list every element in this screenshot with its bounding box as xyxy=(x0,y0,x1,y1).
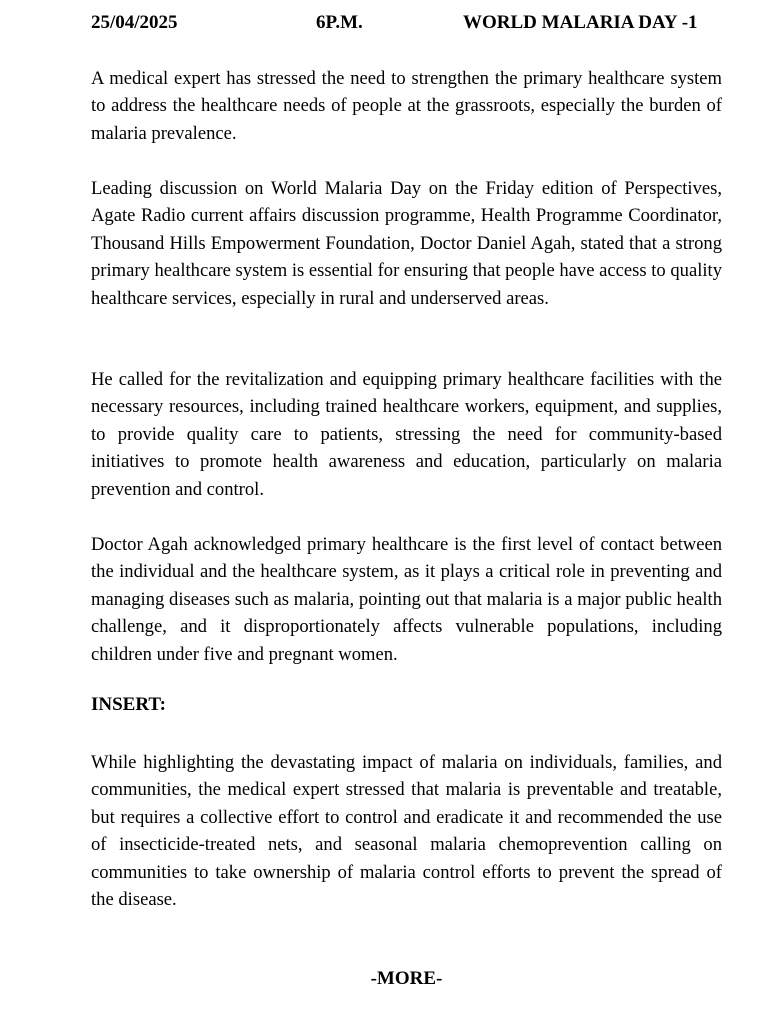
paragraph-4: Doctor Agah acknowledged primary healthcare is the first level of contact between the individual and the healthcare system, as it plays a critical role in preventing and managing diseases such as malaria, pointing out that malaria is a major public health challenge, and it disproportionately affects vulnerable populations, including children under five and pregnant women. xyxy=(91,534,722,665)
paragraph-5: While highlighting the devastating impact of malaria on individuals, families, and communities, the medical expert stressed that malaria is preventable and treatable, but requires a collective effort to control and eradicate it and recommended the use of insecticide-treated nets, and seasonal malaria chemoprevention calling on communities to take ownership of malaria control efforts to prevent the spread of the disease. xyxy=(91,752,722,911)
header-time: 6P.M. xyxy=(316,12,363,33)
insert-label: INSERT: xyxy=(91,694,166,715)
document-header xyxy=(91,0,722,40)
more-marker: -MORE- xyxy=(370,968,443,989)
document-page xyxy=(91,0,722,989)
paragraph-2: Leading discussion on World Malaria Day on the Friday edition of Perspectives, Agate Radio current affairs discussion programme, Health Programme Coordinator, Thousand Hills Empowerment Foundation, Doctor Daniel Agah, stated that a strong primary healthcare system is essential for ensuring that people have access to quality healthcare services, especially in rural and underserved areas. xyxy=(91,178,722,309)
header-slug: WORLD MALARIA DAY -1 xyxy=(463,12,698,33)
paragraph-3: He called for the revitalization and equipping primary healthcare facilities with the necessary resources, including trained healthcare workers, equipment, and supplies, to provide quality care to patients, stressing the need for community-based initiatives to promote health awareness and education, particularly on malaria prevention and control. xyxy=(91,369,722,500)
paragraph-1: A medical expert has stressed the need to strengthen the primary healthcare system to address the healthcare needs of people at the grassroots, especially the burden of malaria prevalence. xyxy=(91,68,722,144)
header-date: 25/04/2025 xyxy=(91,12,178,33)
